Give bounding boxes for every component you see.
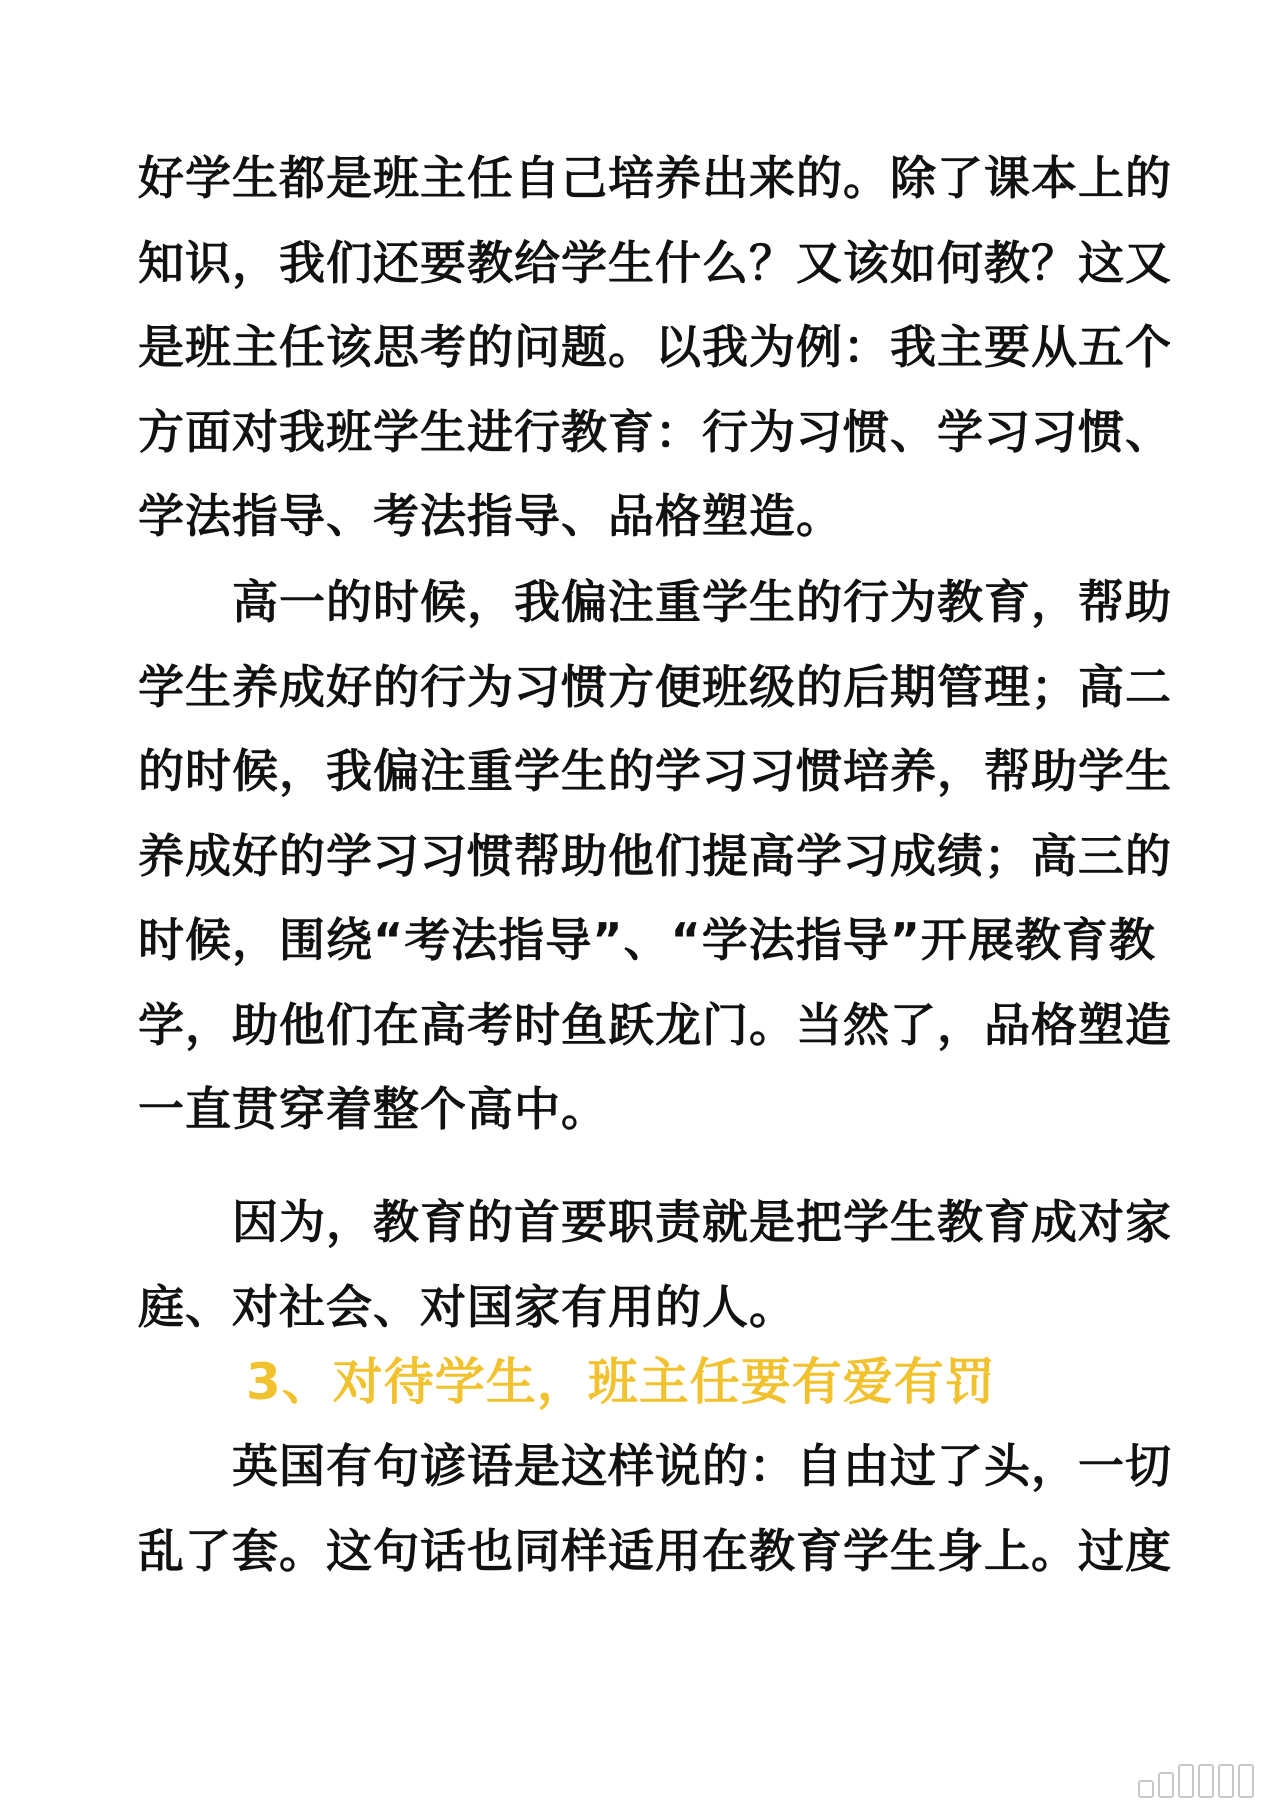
paragraph-4	[138, 1424, 1178, 1593]
paragraph-1	[138, 136, 1178, 559]
paragraph-line: 时候，围绕“考法指导”、“学法指导”开展教育教	[138, 913, 1156, 967]
paragraph-line: 学生养成好的行为习惯方便班级的后期管理；高二	[138, 659, 1172, 714]
paragraph-line: 知识，我们还要教给学生什么？又该如何教？这又	[138, 235, 1172, 290]
paragraph-line: 英国有句谚语是这样说的：自由过了头，一切	[232, 1439, 1172, 1493]
paragraph-line: 方面对我班学生进行教育：行为习惯、学习习惯、	[138, 404, 1172, 459]
paragraph-line: 因为，教育的首要职责就是把学生教育成对家	[232, 1195, 1172, 1249]
signal-bars-watermark-icon	[1138, 1764, 1254, 1798]
paragraph-line: 学法指导、考法指导、品格塑造。	[138, 489, 843, 543]
paragraph-3	[138, 1180, 1178, 1349]
paragraph-line: 庭、对社会、对国家有用的人。	[138, 1279, 796, 1334]
paragraph-line: 高一的时候，我偏注重学生的行为教育，帮助	[232, 575, 1172, 629]
paragraph-line: 学，助他们在高考时鱼跃龙门。当然了，品格塑造	[138, 997, 1172, 1052]
paragraph-line: 是班主任该思考的问题。以我为例：我主要从五个	[138, 320, 1172, 374]
paragraph-line: 乱了套。这句话也同样适用在教育学生身上。过度	[138, 1523, 1172, 1578]
paragraph-line: 的时候，我偏注重学生的学习习惯培养，帮助学生	[138, 744, 1172, 798]
section-heading: 3、对待学生，班主任要有爱有罚	[246, 1353, 996, 1411]
paragraph-line: 养成好的学习习惯帮助他们提高学习成绩；高三的	[138, 828, 1172, 883]
paragraph-line: 好学生都是班主任自己培养出来的。除了课本上的	[138, 151, 1172, 205]
paragraph-2	[138, 560, 1178, 1152]
paragraph-line: 一直贯穿着整个高中。	[138, 1082, 608, 1136]
